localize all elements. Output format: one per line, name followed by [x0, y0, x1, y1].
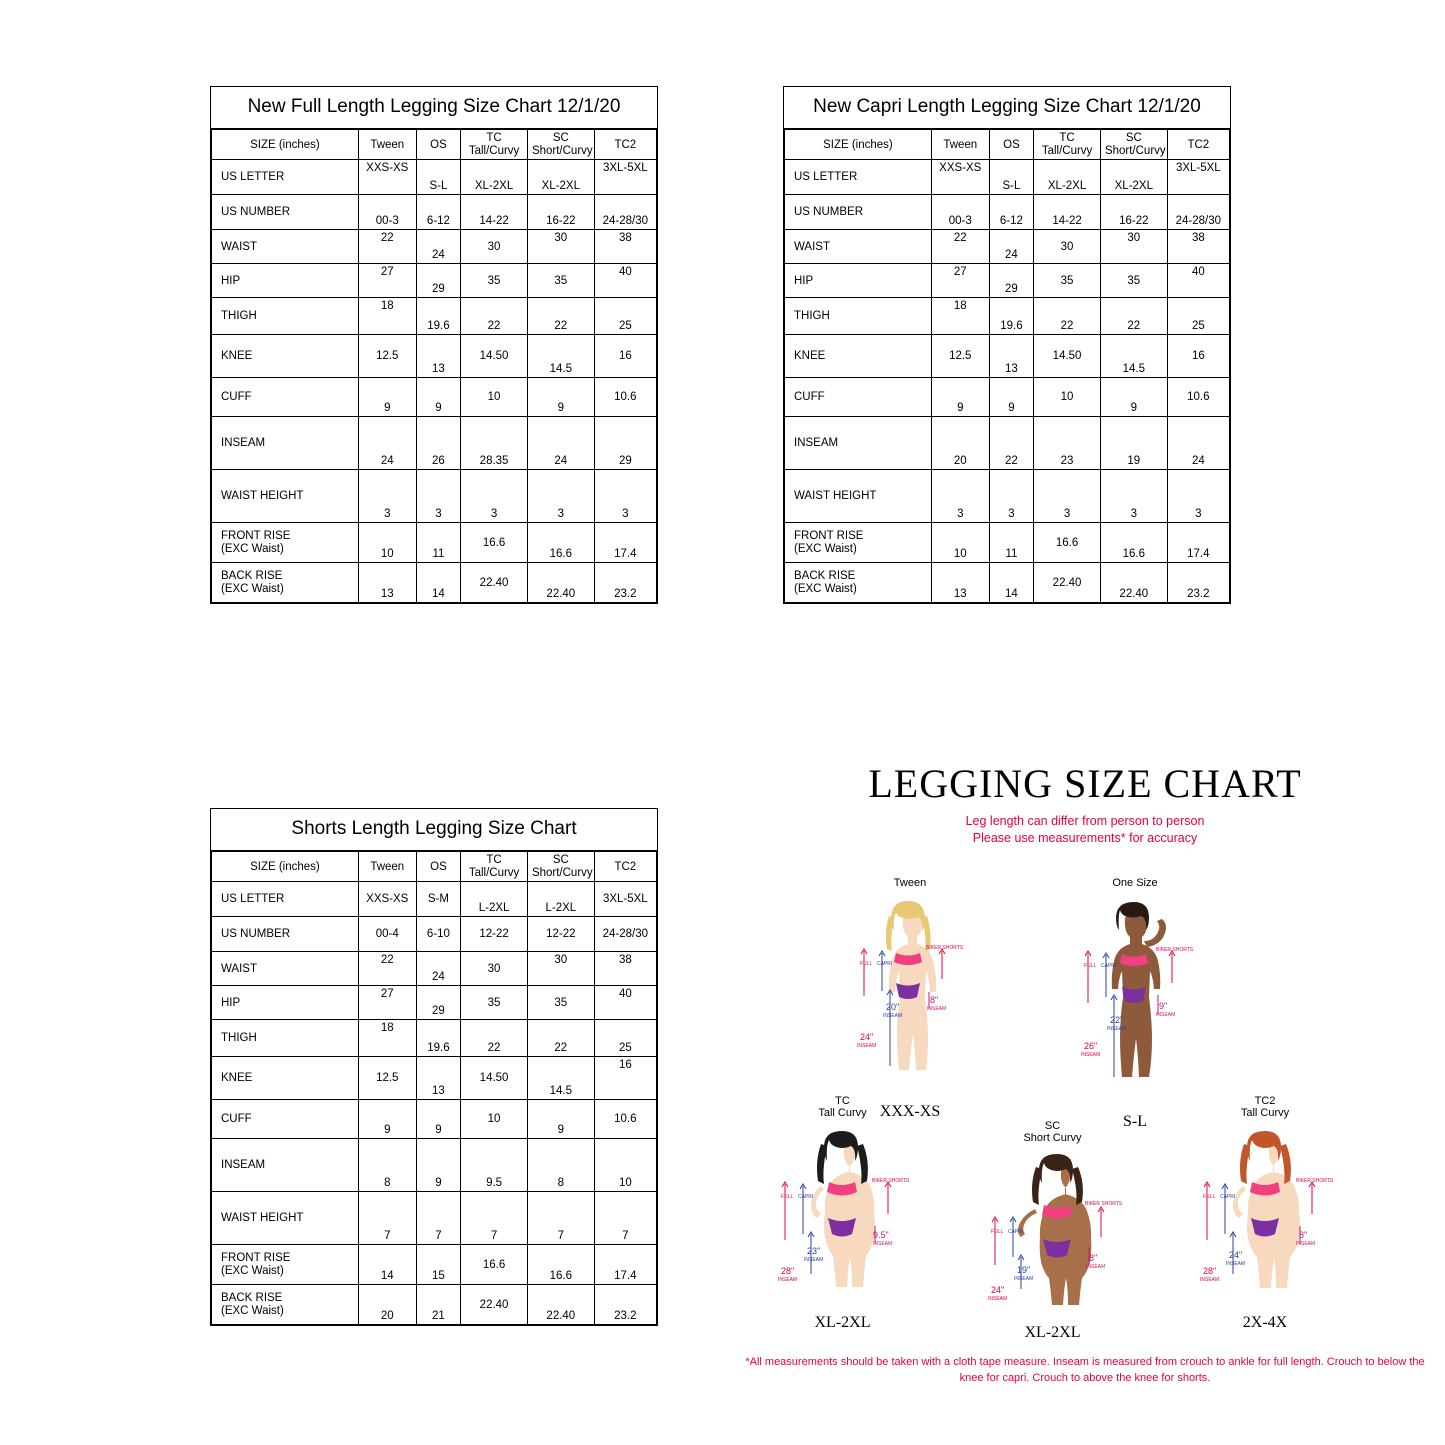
table-row: KNEE 12.5 13 14.50 14.5 16: [785, 335, 1230, 378]
legend-panel: [735, 760, 1435, 1400]
figure-illustration-one-size: [1050, 891, 1220, 1106]
svg-text:INSEAM: INSEAM: [1156, 1012, 1176, 1019]
svg-text:9": 9": [1159, 1001, 1168, 1012]
svg-text:CAPRI: CAPRI: [877, 961, 893, 968]
table-row: BACK RISE (EXC Waist) 13 14 22.40 22.40 23.2: [212, 563, 657, 603]
table-header-row: [212, 130, 657, 160]
row-label: INSEAM: [785, 417, 932, 470]
row-label: HIP: [212, 986, 359, 1020]
figure-bottom-label: XL-2XL: [814, 1314, 871, 1332]
table-row: FRONT RISE (EXC Waist) 14 15 16.6 16.6 17.4: [212, 1245, 657, 1285]
figure-bottom-label: 2X-4X: [1242, 1314, 1288, 1332]
svg-text:CAPRI: CAPRI: [798, 1194, 814, 1201]
figure-grid: [735, 855, 1435, 1342]
row-label: FRONT RISE (EXC Waist): [212, 1245, 359, 1285]
row-label: US LETTER: [212, 882, 359, 917]
row-label: WAIST HEIGHT: [212, 1192, 359, 1245]
col-head-tc2: TC2: [594, 130, 656, 160]
figure-illustration-tc: [755, 1122, 930, 1307]
row-label: THIGH: [212, 298, 359, 335]
svg-text:FULL: FULL: [991, 1229, 1004, 1236]
col-head-os: OS: [989, 130, 1034, 160]
legend-title: LEGGING SIZE CHART: [868, 761, 1302, 806]
row-label: WAIST HEIGHT: [212, 470, 359, 523]
table-row: HIP 27 29 35 35 40: [212, 986, 657, 1020]
table-row: US NUMBER 00-3 6-12 14-22 16-22 24-28/30: [212, 195, 657, 230]
svg-text:24": 24": [991, 1285, 1005, 1296]
col-head-sc: SC Short/Curvy: [1100, 130, 1167, 160]
row-label: CUFF: [212, 378, 359, 417]
svg-text:8": 8": [1299, 1230, 1308, 1241]
figure-illustration-tween: [830, 891, 990, 1096]
table-row: US LETTER XXS-XS S-M L-2XL L-2XL 3XL-5XL: [212, 882, 657, 917]
row-label: WAIST HEIGHT: [785, 470, 932, 523]
figure-bottom-label: S-L: [1123, 1113, 1147, 1131]
svg-text:INSEAM: INSEAM: [857, 1043, 877, 1050]
size-table-shorts-length: [211, 851, 657, 1325]
table-row: INSEAM 24 26 28.35 24 29: [212, 417, 657, 470]
row-label: US NUMBER: [212, 195, 359, 230]
row-label: US LETTER: [212, 160, 359, 195]
svg-text:BIKER SHORTS: BIKER SHORTS: [926, 945, 964, 952]
table-header-row: [212, 852, 657, 882]
table-row: FRONT RISE (EXC Waist) 10 11 16.6 16.6 17.4: [785, 523, 1230, 563]
row-label: WAIST: [212, 952, 359, 986]
figure-bottom-label: XL-2XL: [1024, 1324, 1081, 1342]
table-row: FRONT RISE (EXC Waist) 10 11 16.6 16.6 17.4: [212, 523, 657, 563]
svg-text:28": 28": [781, 1266, 795, 1277]
size-table-capri-length: [784, 129, 1230, 603]
figure-tc2-tall-curvy: [1175, 1095, 1355, 1332]
row-label: BACK RISE (EXC Waist): [212, 563, 359, 603]
svg-text:BIKER SHORTS: BIKER SHORTS: [1156, 947, 1194, 954]
table-row: CUFF 9 9 10 9 10.6: [212, 378, 657, 417]
figure-top-label: TC Tall Curvy: [818, 1094, 867, 1120]
svg-text:CAPRI: CAPRI: [1008, 1229, 1024, 1236]
table-row: US LETTER XXS-XS S-L XL-2XL XL-2XL 3XL-5XL: [212, 160, 657, 195]
svg-text:INSEAM: INSEAM: [1014, 1276, 1034, 1283]
row-label: CUFF: [212, 1100, 359, 1139]
figure-top-label: One Size: [1112, 876, 1158, 889]
svg-text:26": 26": [1084, 1041, 1098, 1052]
svg-text:INSEAM: INSEAM: [1226, 1261, 1246, 1268]
svg-text:INSEAM: INSEAM: [927, 1006, 947, 1013]
row-label: HIP: [212, 264, 359, 298]
row-label: FRONT RISE (EXC Waist): [785, 523, 932, 563]
figure-one-size: [1050, 877, 1220, 1132]
row-label: FRONT RISE (EXC Waist): [212, 523, 359, 563]
chart-capri-length: [783, 86, 1231, 604]
svg-text:INSEAM: INSEAM: [1086, 1264, 1106, 1271]
table-row: HIP 27 29 35 35 40: [785, 264, 1230, 298]
svg-text:INSEAM: INSEAM: [1200, 1277, 1220, 1284]
row-label: WAIST: [212, 230, 359, 264]
table-row: KNEE 12.5 13 14.50 14.5 16: [212, 1057, 657, 1100]
table-row: WAIST HEIGHT 7 7 7 7 7: [212, 1192, 657, 1245]
chart-title-full-length: New Full Length Legging Size Chart 12/1/20: [211, 87, 657, 129]
row-label: US NUMBER: [785, 195, 932, 230]
col-head-tween: Tween: [931, 130, 989, 160]
svg-text:CAPRI: CAPRI: [1220, 1194, 1236, 1201]
chart-full-length: [210, 86, 658, 604]
table-row: THIGH 18 19.6 22 22 25: [785, 298, 1230, 335]
chart-shorts-length: [210, 808, 658, 1326]
table-row: WAIST 22 24 30 30 38: [785, 230, 1230, 264]
svg-text:8": 8": [1089, 1253, 1098, 1264]
svg-text:FULL: FULL: [781, 1194, 794, 1201]
row-label: CUFF: [785, 378, 932, 417]
figure-sc-short-curvy: [965, 1120, 1140, 1342]
svg-text:9.5": 9.5": [873, 1230, 889, 1241]
col-head-tc: TC Tall/Curvy: [461, 852, 528, 882]
col-head-sc: SC Short/Curvy: [527, 130, 594, 160]
svg-text:23": 23": [807, 1246, 821, 1257]
row-label: BACK RISE (EXC Waist): [785, 563, 932, 603]
table-row: HIP 27 29 35 35 40: [212, 264, 657, 298]
svg-text:28": 28": [1203, 1266, 1217, 1277]
col-head-os: OS: [416, 130, 461, 160]
col-head-tween: Tween: [358, 130, 416, 160]
figure-illustration-sc: [965, 1147, 1140, 1317]
figure-top-label: TC2 Tall Curvy: [1240, 1094, 1290, 1120]
chart-title-capri-length: New Capri Length Legging Size Chart 12/1/20: [784, 87, 1230, 129]
row-label: KNEE: [785, 335, 932, 378]
table-row: THIGH 18 19.6 22 22 25: [212, 298, 657, 335]
row-label: BACK RISE (EXC Waist): [212, 1285, 359, 1325]
figure-tc-tall-curvy: [755, 1095, 930, 1332]
table-row: WAIST 22 24 30 30 38: [212, 952, 657, 986]
svg-text:INSEAM: INSEAM: [988, 1296, 1008, 1303]
table-header-row: [785, 130, 1230, 160]
table-row: US NUMBER 00-3 6-12 14-22 16-22 24-28/30: [785, 195, 1230, 230]
table-row: CUFF 9 9 10 9 10.6: [212, 1100, 657, 1139]
legend-subtitle-line1: Leg length can differ from person to person: [965, 814, 1205, 828]
svg-text:24": 24": [1229, 1250, 1243, 1261]
table-row: THIGH 18 19.6 22 22 25: [212, 1020, 657, 1057]
col-head-tween: Tween: [358, 852, 416, 882]
row-label: WAIST: [785, 230, 932, 264]
svg-text:CAPRI: CAPRI: [1101, 963, 1117, 970]
legend-footnote: *All measurements should be taken with a cloth tape measure. Inseam is measured from crouch to ankle for full length. Crouch to below the knee for capri. Crouch to above the knee for shorts.: [745, 1356, 1425, 1384]
table-row: BACK RISE (EXC Waist) 20 21 22.40 22.40 23.2: [212, 1285, 657, 1325]
legend-subtitle-line2: Please use measurements* for accuracy: [972, 830, 1198, 845]
table-row: US NUMBER 00-4 6-10 12-22 12-22 24-28/30: [212, 917, 657, 952]
chart-title-shorts-length: Shorts Length Legging Size Chart: [211, 809, 657, 851]
col-head-tc: TC Tall/Curvy: [461, 130, 528, 160]
svg-text:INSEAM: INSEAM: [1107, 1026, 1127, 1033]
row-label: KNEE: [212, 335, 359, 378]
figure-illustration-tc2: [1175, 1122, 1355, 1307]
table-row: WAIST 22 24 30 30 38: [212, 230, 657, 264]
table-row: INSEAM 20 22 23 19 24: [785, 417, 1230, 470]
row-label: HIP: [785, 264, 932, 298]
row-label: KNEE: [212, 1057, 359, 1100]
svg-text:19": 19": [1017, 1265, 1031, 1276]
table-row: KNEE 12.5 13 14.50 14.5 16: [212, 335, 657, 378]
svg-text:BIKER SHORTS: BIKER SHORTS: [1296, 1178, 1334, 1185]
col-head-size: SIZE (inches): [785, 130, 932, 160]
row-label: US LETTER: [785, 160, 932, 195]
svg-text:8": 8": [930, 995, 939, 1006]
svg-text:22": 22": [1110, 1015, 1124, 1026]
col-head-size: SIZE (inches): [212, 852, 359, 882]
table-row: WAIST HEIGHT 3 3 3 3 3: [785, 470, 1230, 523]
col-head-size: SIZE (inches): [212, 130, 359, 160]
figure-bottom-label: XXX-XS: [879, 1103, 941, 1121]
row-label: THIGH: [785, 298, 932, 335]
row-label: US NUMBER: [212, 917, 359, 952]
svg-text:INSEAM: INSEAM: [1081, 1052, 1101, 1059]
table-row: INSEAM 8 9 9.5 8 10: [212, 1139, 657, 1192]
table-row: BACK RISE (EXC Waist) 13 14 22.40 22.40 23.2: [785, 563, 1230, 603]
row-label: THIGH: [212, 1020, 359, 1057]
svg-text:24": 24": [860, 1032, 874, 1043]
svg-text:INSEAM: INSEAM: [1296, 1241, 1316, 1248]
svg-text:FULL: FULL: [1203, 1194, 1216, 1201]
row-label: INSEAM: [212, 1139, 359, 1192]
svg-text:20": 20": [886, 1002, 900, 1013]
table-row: WAIST HEIGHT 3 3 3 3 3: [212, 470, 657, 523]
col-head-os: OS: [416, 852, 461, 882]
col-head-tc2: TC2: [594, 852, 656, 882]
col-head-tc2: TC2: [1167, 130, 1229, 160]
svg-text:FULL: FULL: [860, 961, 873, 968]
svg-text:BIKER SHORTS: BIKER SHORTS: [1085, 1201, 1123, 1208]
svg-text:INSEAM: INSEAM: [804, 1257, 824, 1264]
svg-text:FULL: FULL: [1084, 963, 1097, 970]
size-table-full-length: [211, 129, 657, 603]
svg-text:BIKER SHORTS: BIKER SHORTS: [872, 1178, 910, 1185]
col-head-tc: TC Tall/Curvy: [1034, 130, 1101, 160]
svg-text:INSEAM: INSEAM: [873, 1241, 893, 1248]
col-head-sc: SC Short/Curvy: [527, 852, 594, 882]
figure-tween: [830, 877, 990, 1122]
row-label: INSEAM: [212, 417, 359, 470]
figure-top-label: SC Short Curvy: [1023, 1119, 1082, 1145]
svg-text:INSEAM: INSEAM: [778, 1277, 798, 1284]
figure-top-label: Tween: [893, 876, 927, 889]
svg-text:INSEAM: INSEAM: [883, 1013, 903, 1020]
table-row: CUFF 9 9 10 9 10.6: [785, 378, 1230, 417]
table-row: US LETTER XXS-XS S-L XL-2XL XL-2XL 3XL-5XL: [785, 160, 1230, 195]
